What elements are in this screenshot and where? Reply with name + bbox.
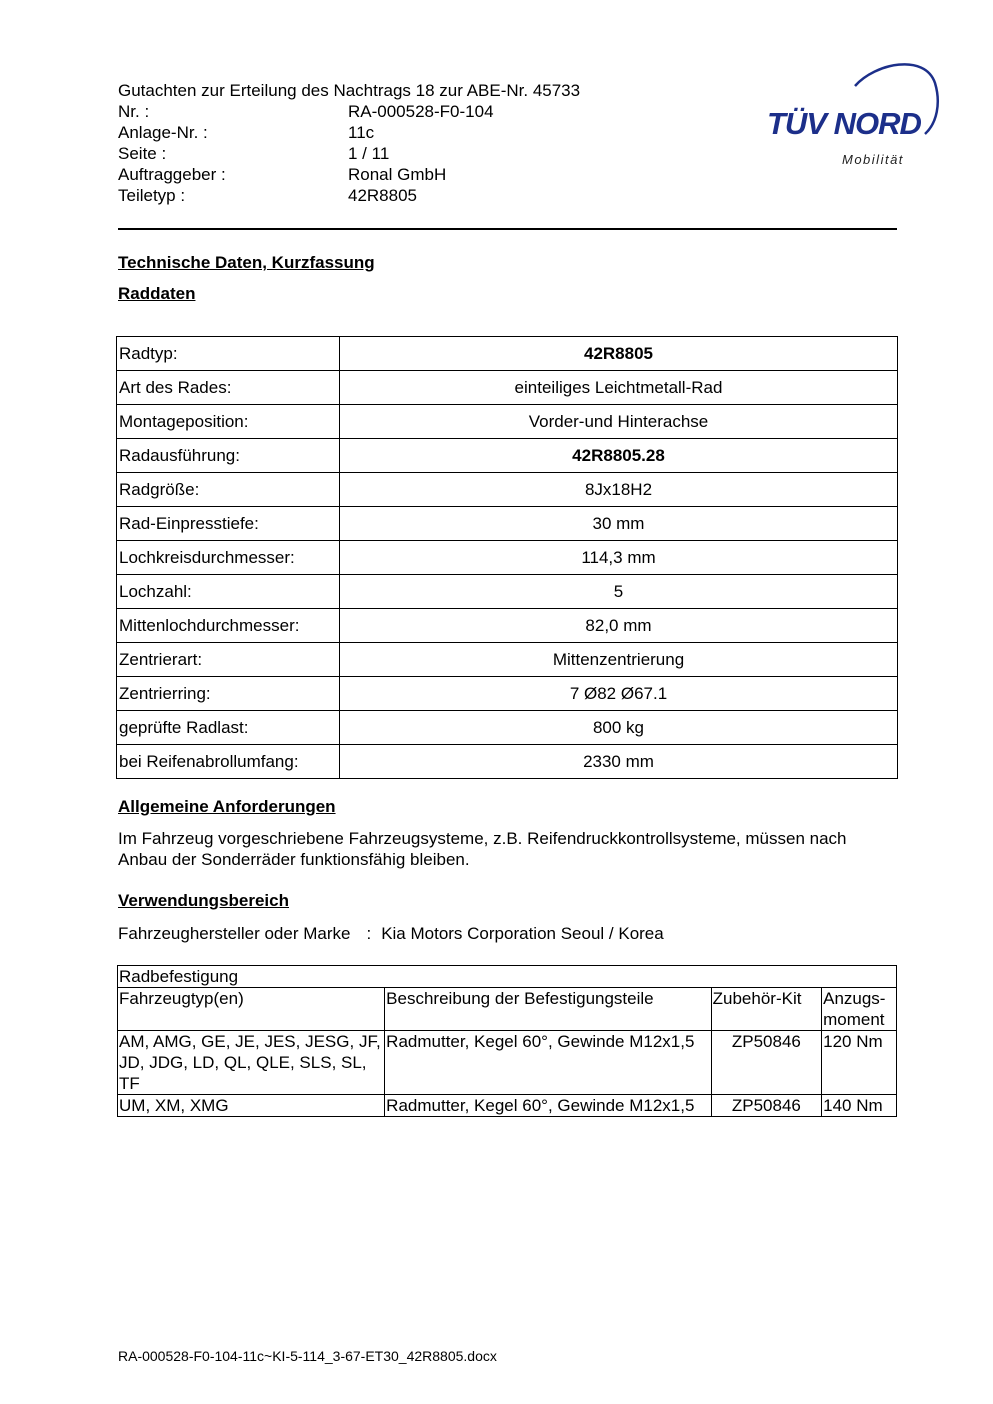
header-label-nr: Nr. : <box>118 102 150 121</box>
hersteller-sep: : <box>366 924 372 943</box>
table-row <box>117 405 898 439</box>
befestigung-table <box>117 965 897 1117</box>
raddaten-label: Mittenlochdurchmesser: <box>117 609 340 643</box>
logo-wordmark: TÜV NORD <box>767 106 921 141</box>
raddaten-label: Lochkreisdurchmesser: <box>117 541 340 575</box>
cell-moment: 140 Nm <box>822 1095 897 1117</box>
col-header-fahrzeugtyp: Fahrzeugtyp(en) <box>118 988 385 1031</box>
table-row <box>117 677 898 711</box>
cell-kit: ZP50846 <box>711 1031 821 1095</box>
raddaten-value: 82,0 mm <box>340 609 898 643</box>
cell-types: AM, AMG, GE, JE, JES, JESG, JF, JD, JDG, LD, QL, QLE, SLS, SL, TF <box>118 1031 385 1095</box>
section-raddaten: Raddaten <box>118 284 196 303</box>
section-technical: Technische Daten, Kurzfassung <box>118 253 375 272</box>
raddaten-value: Vorder-und Hinterachse <box>340 405 898 439</box>
col-header-anzugsmoment: Anzugs-moment <box>822 988 897 1031</box>
col-header-beschreibung: Beschreibung der Befestigungsteile <box>385 988 711 1031</box>
raddaten-value: 42R8805 <box>340 337 898 371</box>
tuv-nord-logo <box>765 58 945 173</box>
raddaten-label: geprüfte Radlast: <box>117 711 340 745</box>
header-label-anlage: Anlage-Nr. : <box>118 123 208 142</box>
table-row <box>117 711 898 745</box>
table-row <box>118 1095 897 1117</box>
table-row <box>117 371 898 405</box>
header-label-teiletyp: Teiletyp : <box>118 186 186 205</box>
header-label-auftraggeber: Auftraggeber : <box>118 165 226 184</box>
cell-types: UM, XM, XMG <box>118 1095 385 1117</box>
hersteller-label: Fahrzeughersteller oder Marke <box>118 924 351 943</box>
hersteller-line <box>118 924 664 944</box>
cell-moment: 120 Nm <box>822 1031 897 1095</box>
raddaten-label: Art des Rades: <box>117 371 340 405</box>
raddaten-value: einteiliges Leichtmetall-Rad <box>340 371 898 405</box>
allgemein-text: Im Fahrzeug vorgeschriebene Fahrzeugsysteme, z.B. Reifendruckkontrollsysteme, müssen nach Anbau der Sonderräder funktionsfähig bleiben. <box>118 829 847 869</box>
raddaten-value: 5 <box>340 575 898 609</box>
raddaten-value: 114,3 mm <box>340 541 898 575</box>
raddaten-label: Zentrierart: <box>117 643 340 677</box>
raddaten-value: 800 kg <box>340 711 898 745</box>
cell-kit: ZP50846 <box>711 1095 821 1117</box>
logo-subtitle: Mobilität <box>842 152 904 167</box>
document-title: Gutachten zur Erteilung des Nachtrags 18 zur ABE-Nr. 45733 <box>118 81 581 100</box>
raddaten-value: Mittenzentrierung <box>340 643 898 677</box>
table-row <box>117 473 898 507</box>
table-row <box>117 337 898 371</box>
raddaten-label: bei Reifenabrollumfang: <box>117 745 340 779</box>
raddaten-label: Rad-Einpresstiefe: <box>117 507 340 541</box>
raddaten-label: Radausführung: <box>117 439 340 473</box>
header-fields <box>118 101 648 206</box>
header-value-nr: RA-000528-F0-104 <box>348 102 494 121</box>
footer-filename: RA-000528-F0-104-11c~KI-5-114_3-67-ET30_42R8805.docx <box>118 1348 497 1364</box>
cell-desc: Radmutter, Kegel 60°, Gewinde M12x1,5 <box>385 1095 711 1117</box>
header-divider <box>118 228 897 230</box>
raddaten-label: Radtyp: <box>117 337 340 371</box>
header-value-auftraggeber: Ronal GmbH <box>348 165 447 184</box>
table-row <box>117 643 898 677</box>
befestigung-title: Radbefestigung <box>118 966 897 988</box>
header-value-teiletyp: 42R8805 <box>348 186 418 205</box>
section-allgemein: Allgemeine Anforderungen <box>118 797 336 816</box>
raddaten-value: 8Jx18H2 <box>340 473 898 507</box>
table-row <box>117 609 898 643</box>
table-row <box>117 745 898 779</box>
header-value-seite: 1 / 11 <box>348 144 390 163</box>
raddaten-label: Radgröße: <box>117 473 340 507</box>
raddaten-value: 2330 mm <box>340 745 898 779</box>
cell-desc: Radmutter, Kegel 60°, Gewinde M12x1,5 <box>385 1031 711 1095</box>
raddaten-table <box>116 336 898 779</box>
table-row <box>118 1031 897 1095</box>
col-header-zubehoer: Zubehör-Kit <box>711 988 821 1031</box>
table-row <box>117 541 898 575</box>
table-row <box>117 507 898 541</box>
table-row <box>117 439 898 473</box>
raddaten-label: Lochzahl: <box>117 575 340 609</box>
raddaten-label: Zentrierring: <box>117 677 340 711</box>
header-value-anlage: 11c <box>348 123 375 142</box>
section-verwendung: Verwendungsbereich <box>118 891 289 910</box>
raddaten-value: 30 mm <box>340 507 898 541</box>
table-row <box>117 575 898 609</box>
raddaten-value: 42R8805.28 <box>340 439 898 473</box>
header-label-seite: Seite : <box>118 144 167 163</box>
hersteller-value: Kia Motors Corporation Seoul / Korea <box>381 924 664 943</box>
raddaten-label: Montageposition: <box>117 405 340 439</box>
raddaten-value: 7 Ø82 Ø67.1 <box>340 677 898 711</box>
